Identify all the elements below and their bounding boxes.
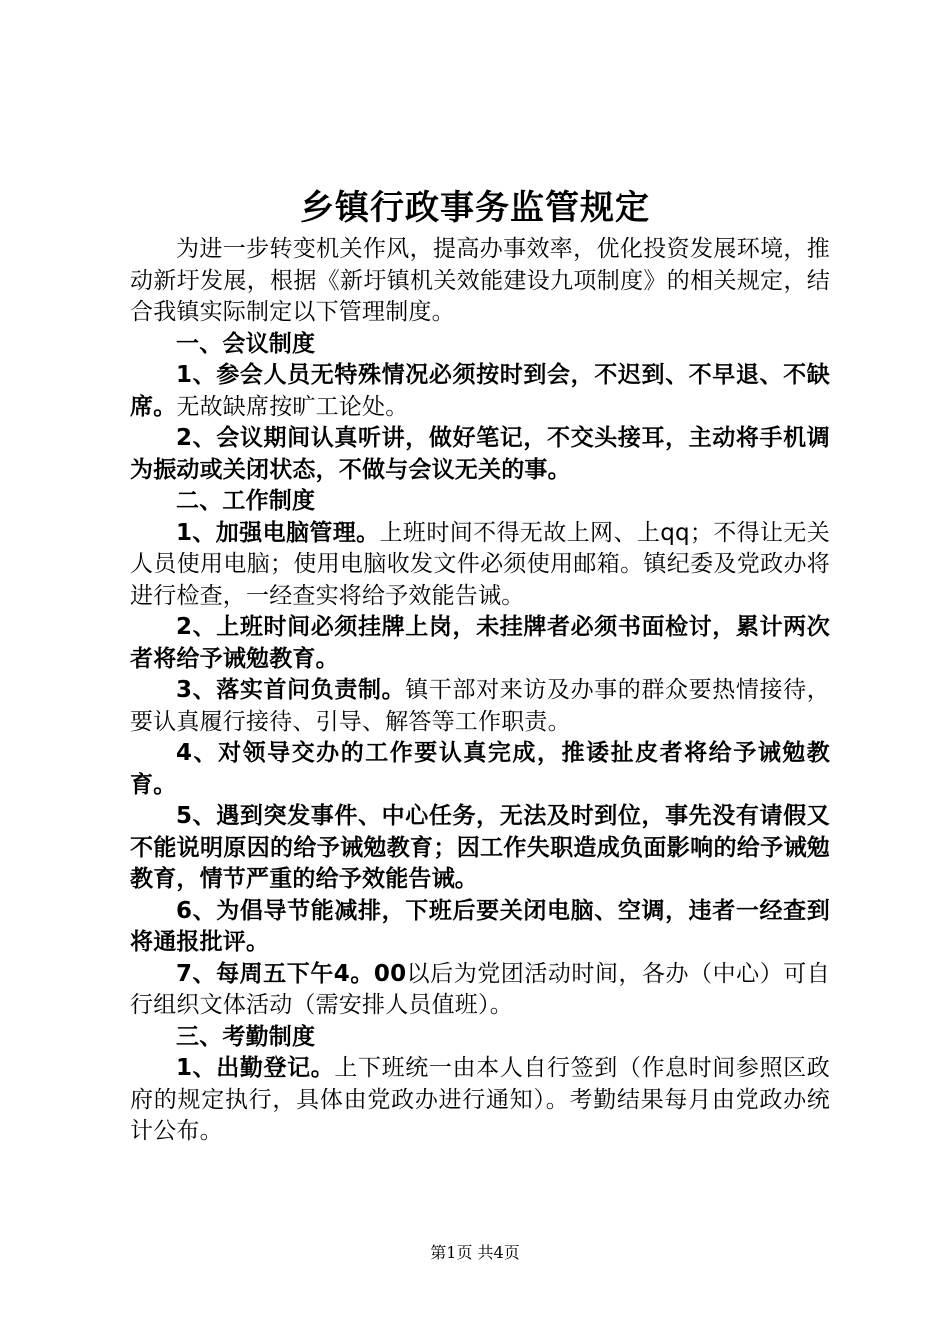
meeting-item-2: 2、会议期间认真听讲，做好笔记，不交头接耳，主动将手机调为振动或关闭状态，不做与会议无关的事。: [130, 425, 830, 483]
document-title: 乡镇行政事务监管规定: [300, 188, 650, 228]
work-item-3: [130, 675, 830, 738]
work-item-5: 5、遇到突发事件、中心任务，无法及时到位，事先没有请假又不能说明原因的给予诫勉教育；因工作失职造成负面影响的给予诫勉教育，情节严重的给予效能告诫。: [130, 803, 830, 892]
section-heading-meeting: 一、会议制度: [176, 330, 316, 357]
work-item-4: 4、对领导交办的工作要认真完成，推诿扯皮者将给予诫勉教育。: [130, 740, 830, 798]
work-item-7: [130, 959, 830, 1022]
section-heading-attendance: 三、考勤制度: [176, 1023, 316, 1050]
meeting-item-1-text: 无故缺席按旷工论处。: [176, 393, 409, 420]
section-heading-work: 二、工作制度: [176, 488, 316, 514]
meeting-item-1-lead: 1、参会人员无特殊情况必须按时到会，不迟到、不早退、不缺席。: [130, 362, 830, 420]
work-item-7-lead: 7、每周五下午4。00: [176, 960, 407, 987]
work-item-3-text: 镇干部对来访及办事的群众要热情接待，要认真履行接待、引导、解答等工作职责。: [130, 677, 830, 735]
work-item-6: 6、为倡导节能减排，下班后要关闭电脑、空调，违者一经查到将通报批评。: [130, 897, 830, 955]
attendance-item-1-text: 上下班统一由本人自行签到（作息时间参照区政府的规定执行，具体由党政办进行通知）。考勤结果每月由党政办统计公布。: [130, 1055, 830, 1144]
work-item-1: [130, 518, 830, 613]
meeting-item-1: [130, 360, 830, 423]
work-item-7-text: 以后为党团活动时间，各办（中心）可自行组织文体活动（需安排人员值班）。: [130, 960, 830, 1018]
work-item-1-text: 上班时间不得无故上网、上qq；不得让无关人员使用电脑；使用电脑收发文件必须使用邮箱。镇纪委及党政办将进行检查，一经查实将给予效能告诫。: [130, 519, 830, 609]
intro-paragraph: 为进一步转变机关作风，提高办事效率，优化投资发展环境，推动新圩发展，根据《新圩镇机关效能建设九项制度》的相关规定，结合我镇实际制定以下管理制度。: [130, 236, 830, 325]
page-number-footer: 第1页 共4页: [430, 1243, 520, 1262]
attendance-item-1-lead: 1、出勤登记。: [176, 1055, 335, 1081]
work-item-3-lead: 3、落实首问负责制。: [176, 677, 406, 703]
work-item-2: 2、上班时间必须挂牌上岗，未挂牌者必须书面检讨，累计两次者将给予诫勉教育。: [130, 614, 830, 672]
attendance-item-1: [130, 1053, 830, 1148]
work-item-1-lead: 1、加强电脑管理。: [176, 519, 380, 546]
document-body: [130, 234, 830, 1148]
